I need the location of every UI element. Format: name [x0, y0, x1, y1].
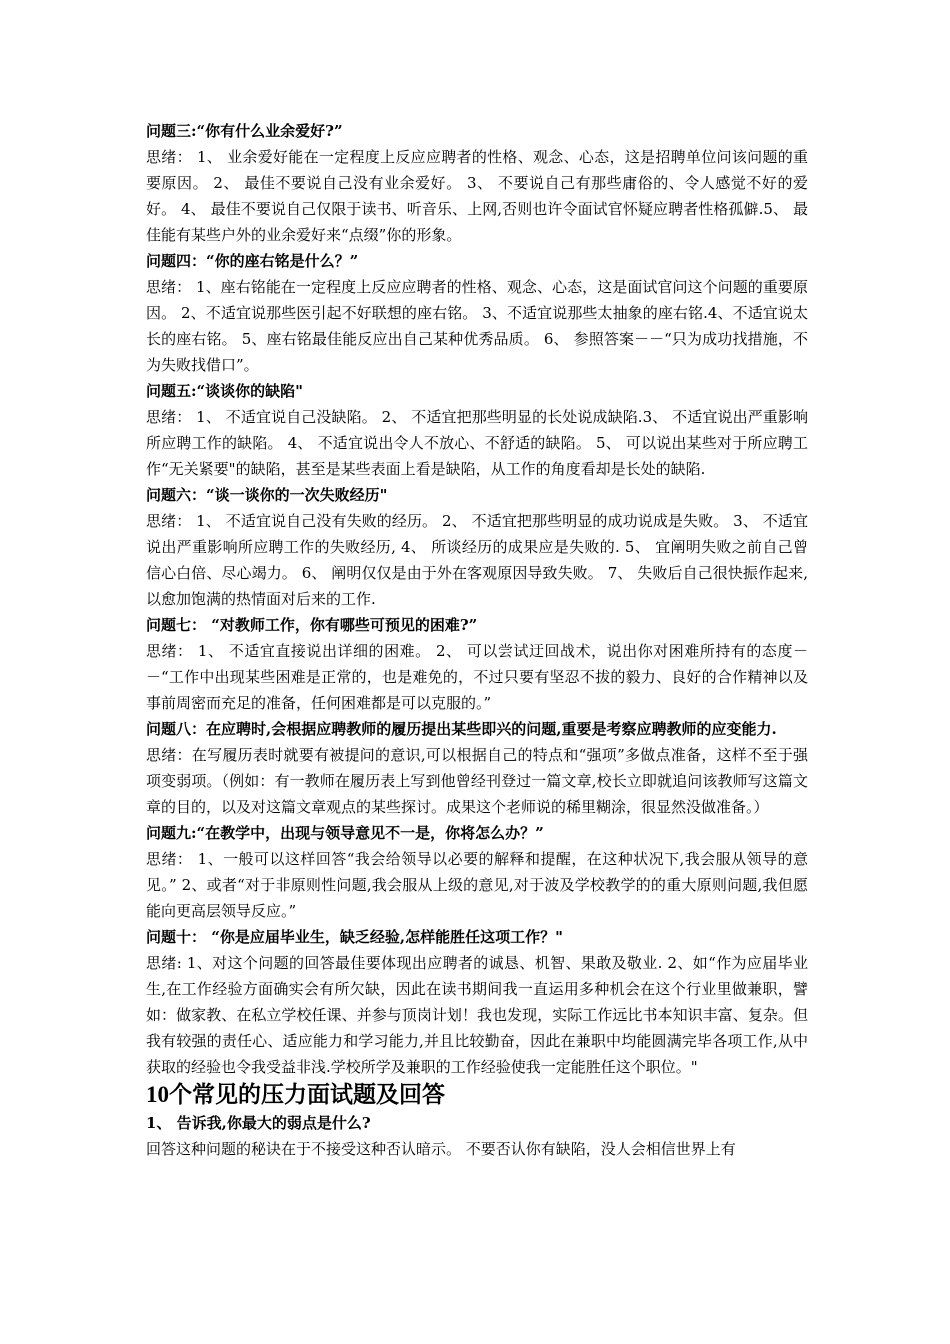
question-8-answer: 思绪：在写履历表时就要有被提问的意识,可以根据自己的特点和“强项”多做点准备，这样不至于强项变弱项。（例如：有一教师在履历表上写到他曾经刊登过一篇文章,校长立即就追问该教师写这篇文章的目的，以及对这篇文章观点的某些探讨。成果这个老师说的稀里糊涂，很显然没做准备。） [146, 746, 808, 816]
question-5-heading: 问题五:“谈谈你的缺陷" [146, 382, 303, 400]
pressure-question-1-answer: 回答这种问题的秘诀在于不接受这种否认暗示。 不要否认你有缺陷，没人会相信世界上有 [146, 1140, 736, 1158]
question-10-heading: 问题十： “你是应届毕业生，缺乏经验,怎样能胜任这项工作？" [146, 928, 563, 946]
question-9-answer: 思绪： 1、一般可以这样回答“我会给领导以必要的解释和提醒，在这种状况下,我会服从领导的意见。” 2、或者“对于非原则性问题,我会服从上级的意见,对于波及学校教学的的重大原则问题,我但愿能向更高层领导反应。” [146, 850, 808, 920]
question-6-heading: 问题六：“谈一谈你的一次失败经历" [146, 486, 388, 504]
question-5-answer: 思绪： 1、 不适宜说自己没缺陷。 2、 不适宜把那些明显的长处说成缺陷.3、 不适宜说出严重影响所应聘工作的缺陷。 4、 不适宜说出令人不放心、不舒适的缺陷。 5、 可以说出某些对于所应聘工作“无关紧要"的缺陷，甚至是某些表面上看是缺陷，从工作的角度看却是长处的缺陷. [146, 408, 808, 478]
question-3-answer: 思绪： 1、 业余爱好能在一定程度上反应应聘者的性格、观念、心态，这是招聘单位问该问题的重要原因。 2、 最佳不要说自己没有业余爱好。 3、 不要说自己有那些庸俗的、令人感觉不好的爱好。 4、 最佳不要说自己仅限于读书、听音乐、上网,否则也许令面试官怀疑应聘者性格孤僻.5、 最佳能有某些户外的业余爱好来“点缀”你的形象。 [146, 148, 808, 244]
question-7-heading: 问题七： “对教师工作，你有哪些可预见的困难?” [146, 616, 478, 634]
question-3-heading: 问题三:“你有什么业余爱好?” [146, 122, 343, 140]
question-10-answer: 思绪: 1、对这个问题的回答最佳要体现出应聘者的诚恳、机智、果敢及敬业. 2、如“作为应届毕业生,在工作经验方面确实会有所欠缺，因此在读书期间我一直运用多种机会在这个行业里做兼职，譬如：做家教、在私立学校任课、并参与顶岗计划！我也发现，实际工作远比书本知识丰富、复杂。但我有较强的责任心、适应能力和学习能力,并且比较勤奋，因此在兼职中均能圆满完毕各项工作,从中获取的经验也令我受益非浅.学校所学及兼职的工作经验使我一定能胜任这个职位。" [146, 954, 808, 1076]
question-4-heading: 问题四：“你的座右铭是什么？” [146, 252, 359, 270]
question-8-heading: 问题八：在应聘时,会根据应聘教师的履历提出某些即兴的问题,重要是考察应聘教师的应变能力. [146, 720, 777, 738]
question-9-heading: 问题九:“在教学中，出现与领导意见不一是，你将怎么办？” [146, 824, 544, 842]
pressure-question-1-heading: 1、 告诉我,你最大的弱点是什么? [146, 1114, 371, 1132]
section-title: 10个常见的压力面试题及回答 [146, 1082, 445, 1107]
question-7-answer: 思绪： 1、 不适宜直接说出详细的困难。 2、 可以尝试迂回战术，说出你对困难所持有的态度－－“工作中出现某些困难是正常的，也是难免的，不过只要有坚忍不拔的毅力、良好的合作精神以及事前周密而充足的准备，任何困难都是可以克服的。” [146, 642, 808, 712]
question-4-answer: 思绪： 1、座右铭能在一定程度上反应应聘者的性格、观念、心态，这是面试官问这个问题的重要原因。 2、不适宜说那些医引起不好联想的座右铭。 3、不适宜说那些太抽象的座右铭.4、不适宜说太长的座右铭。 5、座右铭最佳能反应出自己某种优秀品质。 6、 参照答案－－“只为成功找措施，不为失败找借口”。 [146, 278, 808, 374]
document-page [146, 118, 808, 1162]
question-6-answer: 思绪： 1、 不适宜说自己没有失败的经历。 2、 不适宜把那些明显的成功说成是失败。 3、 不适宜说出严重影响所应聘工作的失败经历, 4、 所谈经历的成果应是失败的. 5、 宜阐明失败之前自己曾信心白倍、尽心竭力。 6、 阐明仅仅是由于外在客观原因导致失败。 7、 失败后自己很快振作起来,以愈加饱满的热情面对后来的工作. [146, 512, 808, 608]
